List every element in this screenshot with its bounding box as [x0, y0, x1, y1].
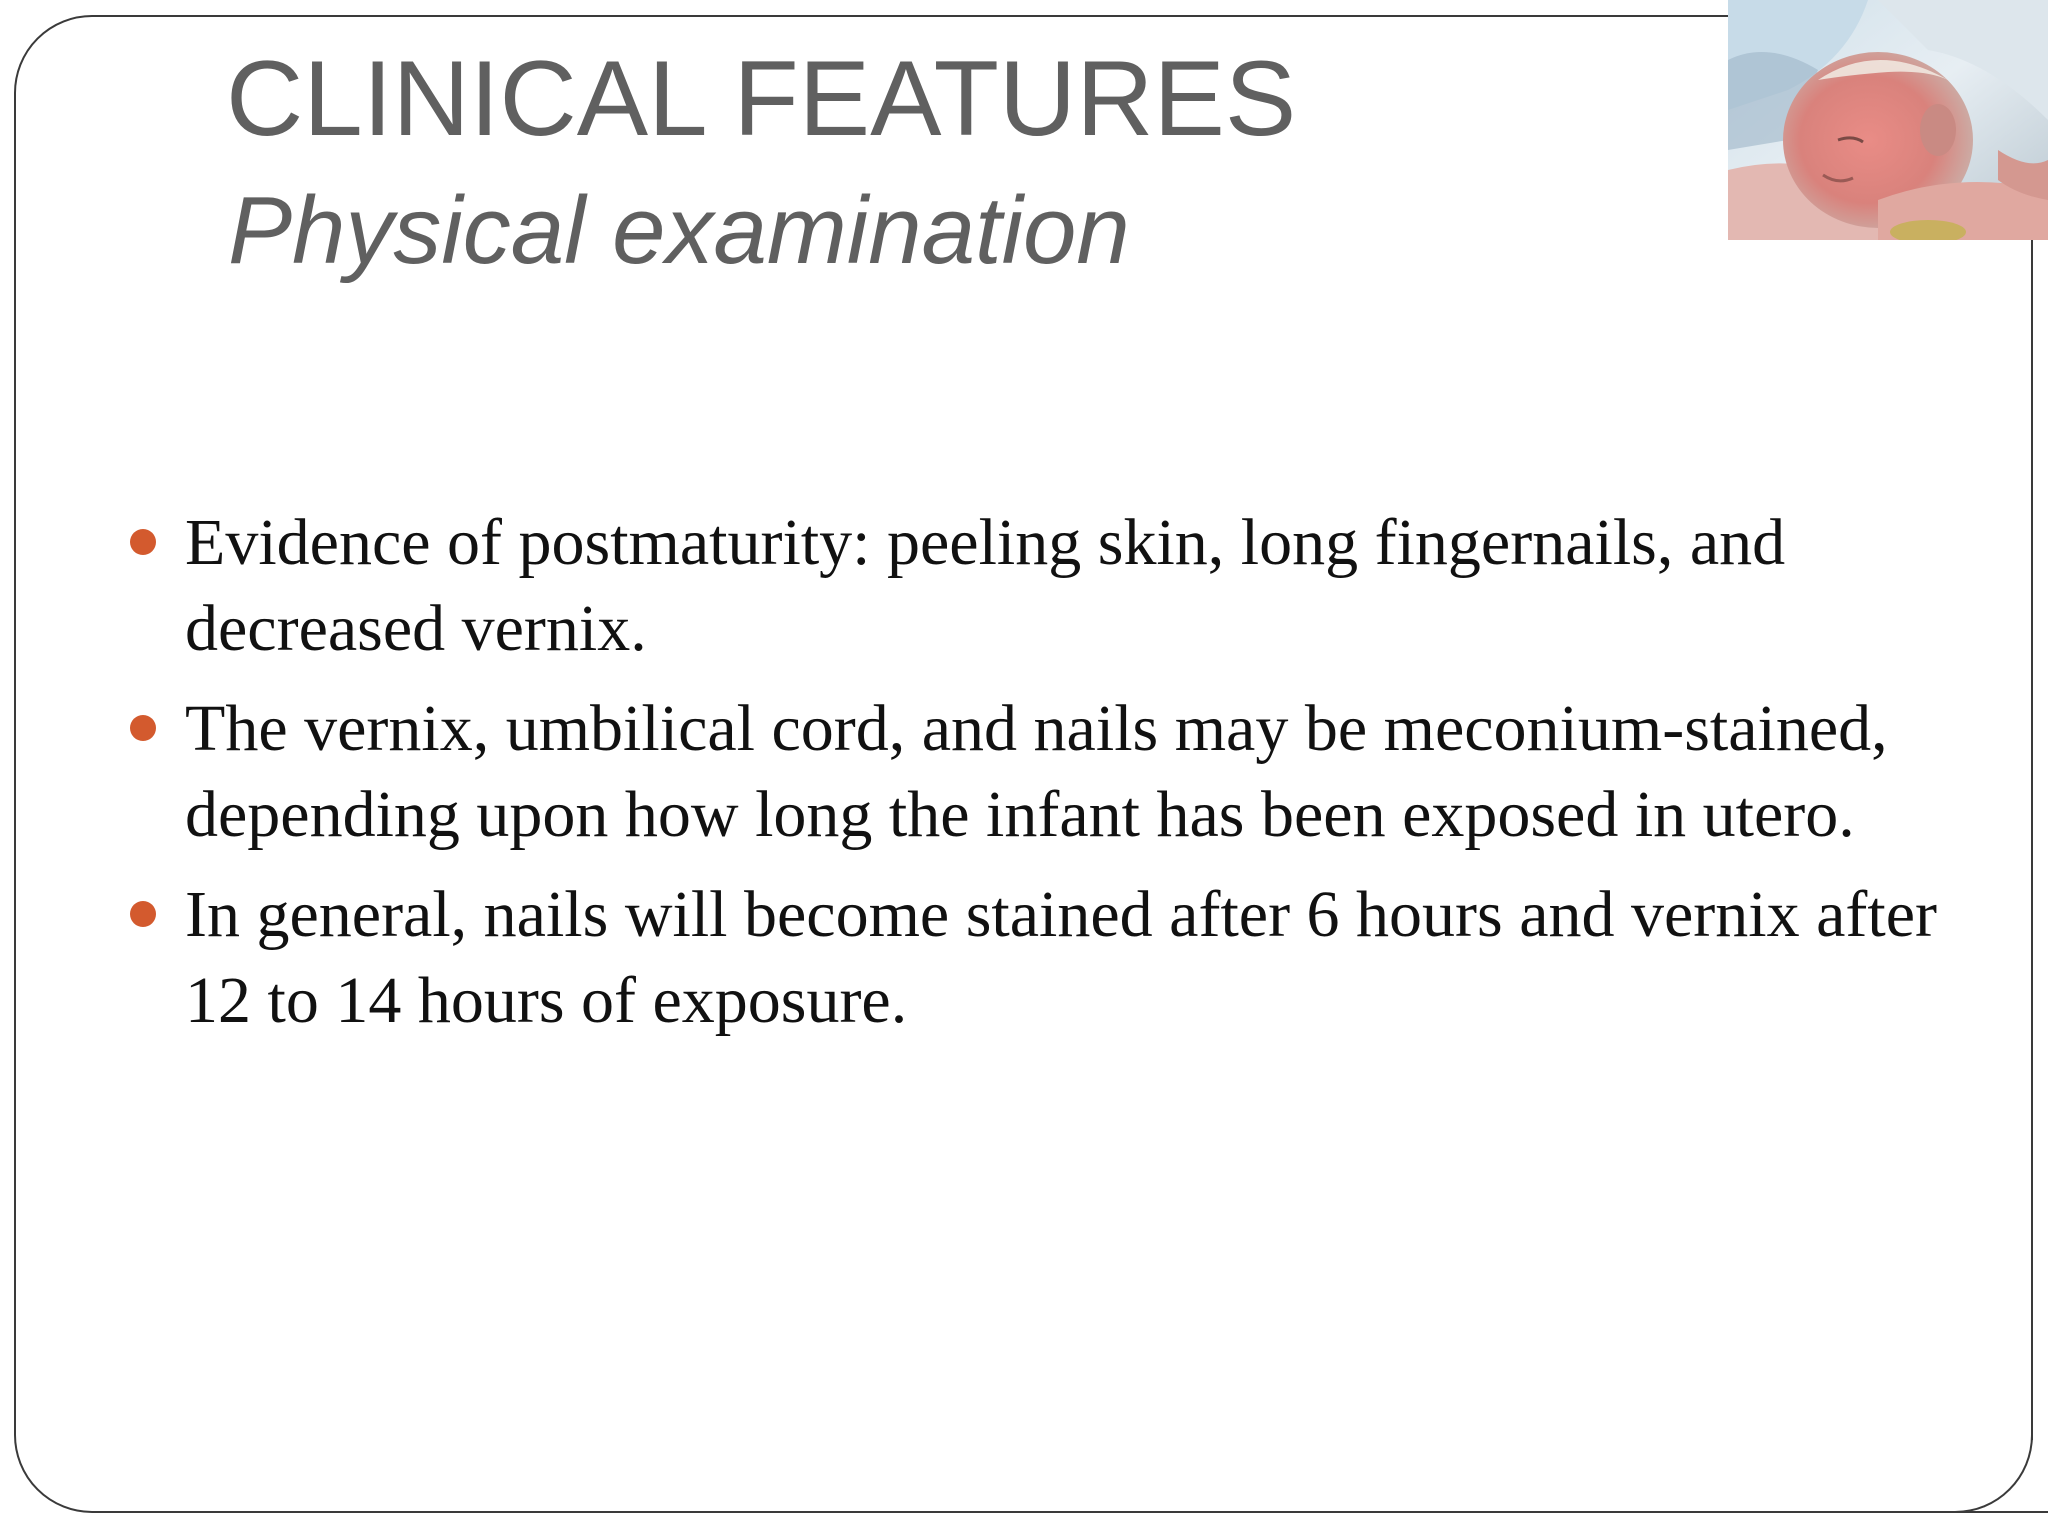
bullet-item	[130, 500, 1960, 672]
bullet-item	[130, 872, 1960, 1044]
slide-title: CLINICAL FEATURES	[226, 38, 1297, 158]
bullet-text: Evidence of postmaturity: peeling skin, long fingernails, and decreased vernix.	[185, 506, 1786, 665]
bullet-dot-icon	[130, 715, 156, 741]
bullet-dot-icon	[130, 901, 156, 927]
bullet-text: In general, nails will become stained after 6 hours and vernix after 12 to 14 hours of exposure.	[185, 878, 1937, 1037]
bullet-text: The vernix, umbilical cord, and nails may be meconium-stained, depending upon how long the infant has been exposed in utero.	[185, 692, 1888, 851]
slide-subtitle: Physical examination	[228, 177, 1130, 284]
bullet-list	[130, 500, 1960, 1058]
bullet-dot-icon	[130, 529, 156, 555]
bullet-item	[130, 686, 1960, 858]
infant-photo	[1728, 0, 2048, 240]
slide-frame-right-edge	[2031, 240, 2033, 1440]
